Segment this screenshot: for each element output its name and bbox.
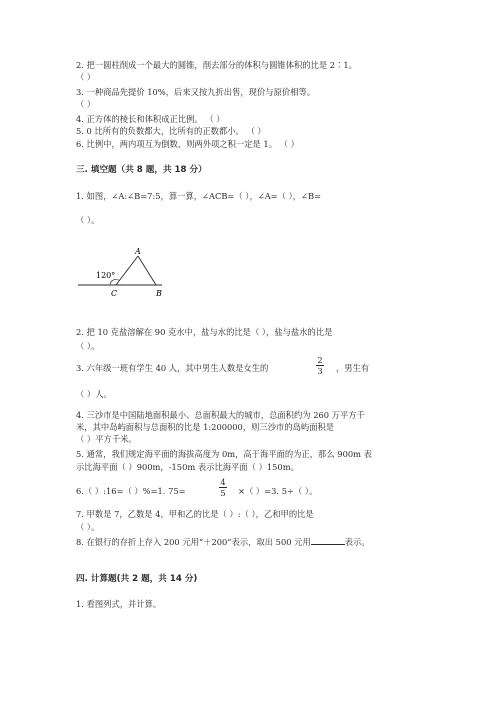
- fraction-denominator: 3: [317, 366, 323, 376]
- fill-q1-line1: 1. 如图，∠A:∠B=7:5，算一算，∠ACB=（ ），∠A=（ ），∠B=: [76, 191, 322, 201]
- fraction-two-thirds: [315, 355, 325, 376]
- vertex-c-label: C: [111, 289, 118, 298]
- fraction-numerator: 2: [317, 355, 323, 365]
- fill-q3-text: 3. 六年级一班有学生 40 人，其中男生人数是女生的: [76, 363, 269, 373]
- fraction-denominator: 5: [220, 488, 226, 498]
- section-heading-fill-blank: 三. 填空题（共 8 题，共 18 分）: [76, 165, 207, 175]
- fill-q7-line1: 7. 甲数是 7，乙数是 4，甲和乙的比是（ ）:（ ），乙和甲的比是: [76, 509, 314, 519]
- fill-q4-line2: 米，其中岛屿面积与总面积的比是 1:200000，则三沙市的岛屿面积是: [76, 422, 335, 432]
- triangle-figure: [76, 246, 176, 302]
- fill-q3-tail: ，男生有: [336, 363, 370, 373]
- fill-q7-line2: （ ）。: [76, 522, 100, 532]
- fill-q4-line3: （ ）平方千米。: [76, 434, 137, 444]
- vertex-a-label: A: [135, 247, 141, 256]
- judge-q2-line2: （ ）: [76, 72, 96, 82]
- judge-q4: 4. 正方体的棱长和体积成正比例。 （ ）: [76, 114, 225, 124]
- answer-blank: [311, 535, 345, 545]
- fill-q2-line2: （ ）。: [76, 341, 100, 351]
- section-heading-calculation: 四. 计算题(共 2 题，共 14 分): [76, 574, 198, 584]
- fill-q4-line1: 4. 三沙市是中国陆地面积最小、总面积最大的城市，总面积约为 260 万平方千: [76, 410, 365, 420]
- fill-q8-part1: 8. 在银行的存折上存入 200 元用“＋200”表示，取出 500 元用: [76, 537, 311, 547]
- fill-q5-line1: 5. 通常，我们规定海平面的海拔高度为 0m，高于海平面的为正，那么 900m 表: [76, 449, 372, 459]
- calc-q1: 1. 看图列式，并计算。: [76, 599, 162, 609]
- fill-q3-line2: （ ）人。: [76, 389, 112, 399]
- side-ab-line: [138, 256, 156, 285]
- fill-q6-part2: ×（ ）=3. 5÷（ ）。: [238, 486, 318, 496]
- fill-q8-part2: 表示。: [344, 537, 370, 547]
- fill-q8: [76, 535, 370, 548]
- judge-q3-line2: （ ）: [76, 99, 96, 109]
- vertex-b-label: B: [156, 289, 162, 298]
- fill-q2-line1: 2. 把 10 克盐溶解在 90 克水中，盐与水的比是（ ），盐与盐水的比是: [76, 327, 333, 337]
- fraction-four-fifths: [218, 477, 228, 498]
- fill-q1-line2: （ ）。: [76, 215, 100, 225]
- judge-q2-line1: 2. 把一圆柱削成一个最大的圆锥，削去部分的体积与圆锥体积的比是 2∶1。: [76, 60, 357, 70]
- judge-q5: 5. 0 比所有的负数都大，比所有的正数都小。 （ ）: [76, 126, 266, 136]
- angle-label: 120°: [96, 271, 116, 280]
- judge-q3-line1: 3. 一种商品先提价 10%，后来又按九折出售，现价与原价相等。: [76, 87, 316, 97]
- judge-q6: 6. 比例中，两内项互为倒数，则两外项之积一定是 1。 （ ）: [76, 139, 299, 149]
- fill-q6-part1: 6.（ ）:16=（ ）%=1. 75=: [76, 486, 186, 496]
- fill-q5-line2: 示比海平面（ ）900m，-150m 表示比海平面（ ）150m。: [76, 462, 299, 472]
- fraction-numerator: 4: [220, 477, 226, 487]
